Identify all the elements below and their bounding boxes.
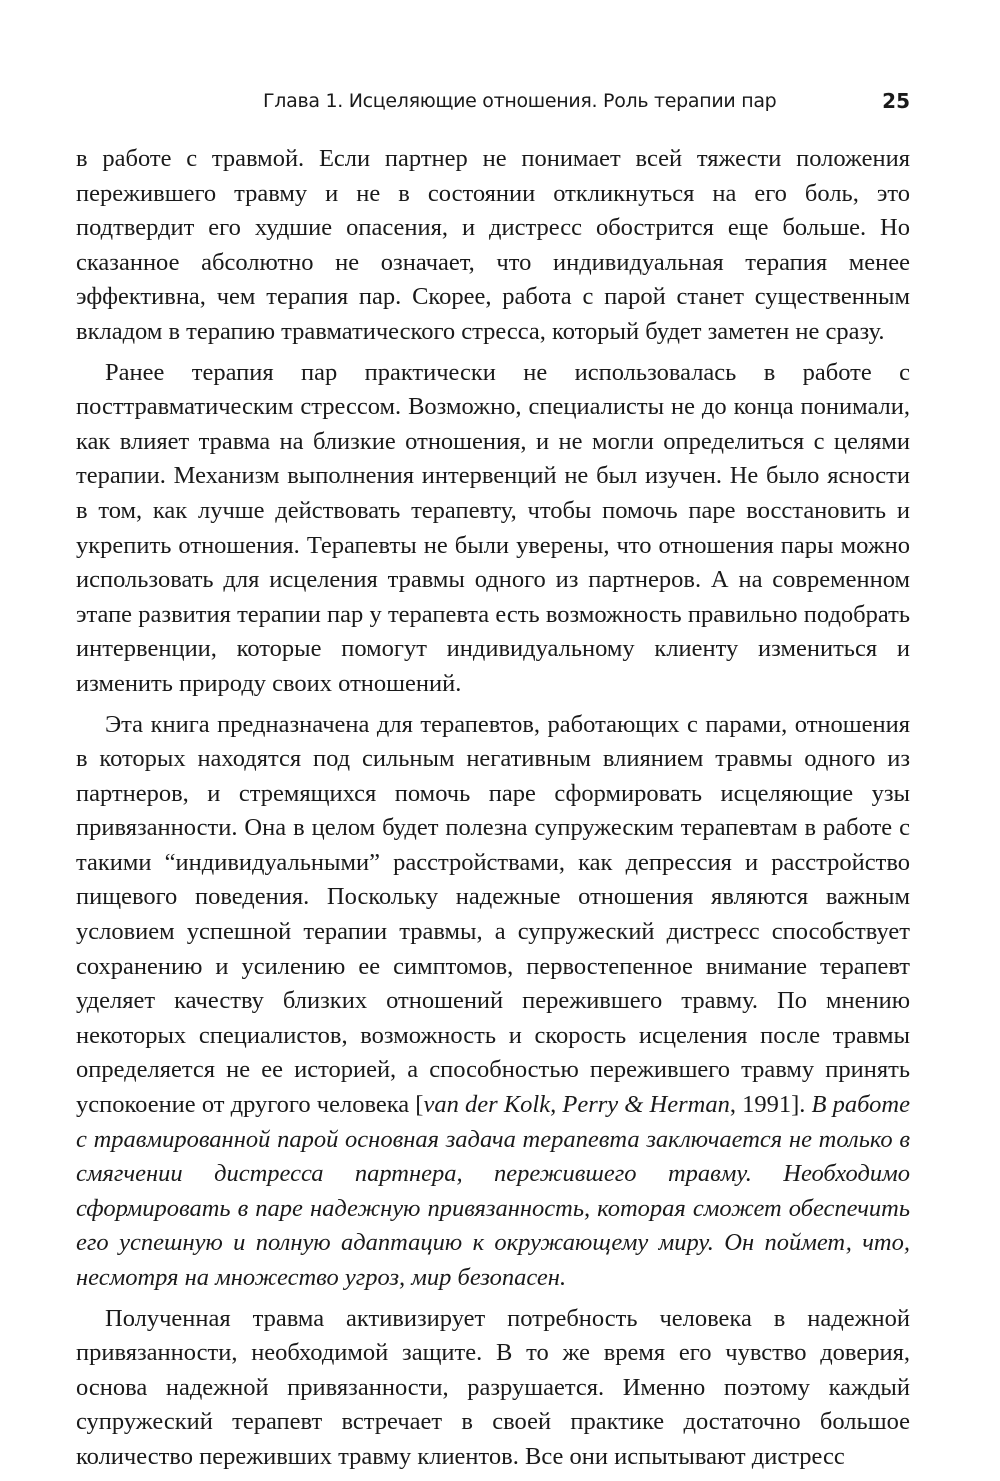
citation-year: , 1991]. — [729, 1091, 812, 1119]
paragraph-3-emphasis: В работе с травмированной парой основная задача терапевта заключается не только в смягчении дистресса партнера, пережившего травму. Необходимо сформировать в паре надежную привязанность, которая сможет обеспечить его успешную и полную адаптацию к окружающему миру. Он поймет, что, несмотря на множество угроз, мир безопасен. — [76, 1091, 910, 1291]
chapter-title: Глава 1. Исцеляющие отношения. Роль терапии пар — [263, 90, 777, 112]
citation-authors: van der Kolk, Perry & Herman — [423, 1091, 730, 1119]
body-text — [76, 142, 910, 1481]
paragraph-4: Полученная травма активизирует потребность человека в надежной привязанности, необходимой защите. В то же время его чувство доверия, основа надежной привязанности, разрушается. Именно поэтому каждый супружеский терапевт встречает в своей практике достаточно большое количество переживших травму клиентов. Все они испытывают дистресс — [76, 1304, 910, 1470]
paragraph-3 — [76, 708, 910, 1296]
running-header — [76, 88, 910, 114]
paragraph-1: в работе с травмой. Если партнер не понимает всей тяжести положения пережившего травму и не в состоянии откликнуться на его боль, это подтвердит его худшие опасения, и дистресс обострится еще больше. Но сказанное абсолютно не означает, что индивидуальная терапия менее эффективна, чем терапия пар. Скорее, работа с парой станет существенным вкладом в терапию травматического стресса, который будет заметен не сразу. — [76, 145, 910, 345]
paragraph-3-text: Эта книга предназначена для терапевтов, работающих с парами, отношения в которых находятся под сильным негативным влиянием травмы одного из партнеров, и стремящихся помочь паре сформировать исцеляющие узы привязанности. Она в целом будет полезна супружеским терапевтам в работе с такими “индивидуальными” расстройствами, как депрессия и расстройство пищевого поведения. Поскольку надежные отношения являются важным условием успешной терапии травмы, а супружеский дистресс способствует сохранению и усилению ее симптомов, первостепенное внимание терапевт уделяет качеству близких отношений пережившего травму. По мнению некоторых специалистов, возможность и скорость исцеления после травмы определяется не ее историей, а способностью пережившего травму принять успокоение от другого человека [ — [76, 710, 910, 1119]
page-number: 25 — [882, 89, 910, 113]
paragraph-2: Ранее терапия пар практически не использовалась в работе с посттравматическим стрессом. Возможно, специалисты не до конца понимали, как влияет травма на близкие отношения, и не могли определиться с целями терапии. Механизм выполнения интервенций не был изучен. Не было ясности в том, как лучше действовать терапевту, чтобы помочь паре восстановить и укрепить отношения. Терапевты не были уверены, что отношения пары можно использовать для исцеления травмы одного из партнеров. А на современном этапе развития терапии пар у терапевта есть возможность правильно подобрать интервенции, которые помогут индивидуальному клиенту измениться и изменить природу своих отношений. — [76, 358, 910, 697]
